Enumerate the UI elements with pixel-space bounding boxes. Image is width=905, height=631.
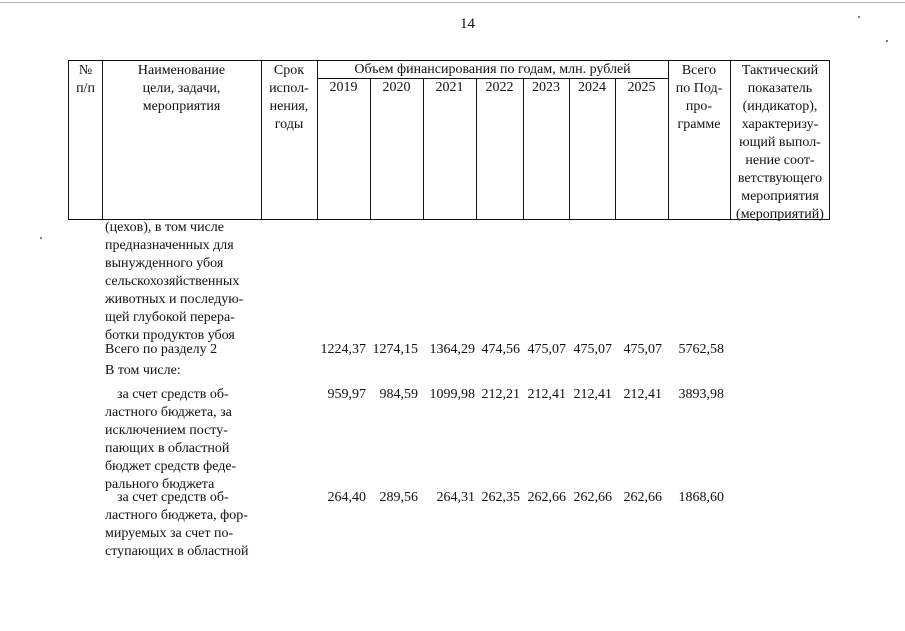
- page-number: 14: [460, 16, 475, 32]
- table-cell: 262,66: [623, 490, 662, 505]
- header-year-2022: 2022: [485, 80, 514, 95]
- table-cell-total: 1868,60: [678, 490, 724, 505]
- header-year-2021: 2021: [435, 80, 464, 95]
- table-cell: 959,97: [327, 387, 366, 402]
- scan-speck: [858, 16, 860, 18]
- table-cell: 212,41: [573, 387, 612, 402]
- table-cell: 212,21: [481, 387, 520, 402]
- header-year-2023: 2023: [532, 80, 560, 95]
- table-cell: 262,66: [573, 490, 612, 505]
- table-cell: 474,56: [481, 342, 520, 357]
- page-top-edge: [0, 2, 905, 3]
- table-cell: 1224,37: [320, 342, 366, 357]
- table-cell: 1274,15: [372, 342, 418, 357]
- table-cell-total: 3893,98: [678, 387, 724, 402]
- header-year-2025: 2025: [627, 80, 656, 95]
- table-cell-total: 5762,58: [678, 342, 724, 357]
- row-regional-transfers-label: за счет средств об- ластного бюджета, фор- мируемых за счет по- ступающих в областной: [105, 490, 249, 559]
- table-cell: 984,59: [379, 387, 418, 402]
- table-cell: 1364,29: [429, 342, 475, 357]
- table-cell: 289,56: [379, 490, 418, 505]
- header-col-total: Всего по Под- про- грамме: [675, 63, 723, 132]
- continuation-text: (цехов), в том числе предназначенных для вынужденного убоя сельскохозяйственных животных и последую- щей глубокой перера- ботки продуктов убоя: [105, 220, 244, 343]
- row-including-label: В том числе:: [105, 363, 181, 378]
- scan-speck: [40, 237, 42, 239]
- row-section-total-label: Всего по разделу 2: [105, 342, 218, 357]
- table-cell: 475,07: [573, 342, 612, 357]
- header-col-term: Срок испол- нения, годы: [269, 63, 309, 132]
- table-cell: 475,07: [623, 342, 662, 357]
- table-cell: 475,07: [527, 342, 566, 357]
- header-col-funding: Объем финансирования по годам, млн. рублей: [354, 62, 631, 77]
- table-cell: 262,66: [527, 490, 566, 505]
- header-year-2020: 2020: [382, 80, 411, 95]
- table-cell: 1099,98: [429, 387, 475, 402]
- table-header: [68, 60, 830, 220]
- header-year-2024: 2024: [578, 80, 606, 95]
- scan-speck: [886, 40, 888, 42]
- table-cell: 262,35: [481, 490, 520, 505]
- table-cell: 264,31: [436, 490, 475, 505]
- table-cell: 212,41: [527, 387, 566, 402]
- row-regional-budget-label: за счет средств об- ластного бюджета, за исключением посту- пающих в областной бюджет средств феде- рального бюджета: [105, 387, 237, 492]
- header-col-indicator: Тактический показатель (индикатор), характеризу- ющий выпол- нение соот- ветствующего мероприятия (мероприятий): [736, 63, 824, 222]
- header-col-no: № п/п: [76, 63, 95, 96]
- table-cell: 212,41: [623, 387, 662, 402]
- table-cell: 264,40: [327, 490, 366, 505]
- header-year-2019: 2019: [329, 80, 358, 95]
- header-col-name: Наименование цели, задачи, мероприятия: [137, 63, 226, 114]
